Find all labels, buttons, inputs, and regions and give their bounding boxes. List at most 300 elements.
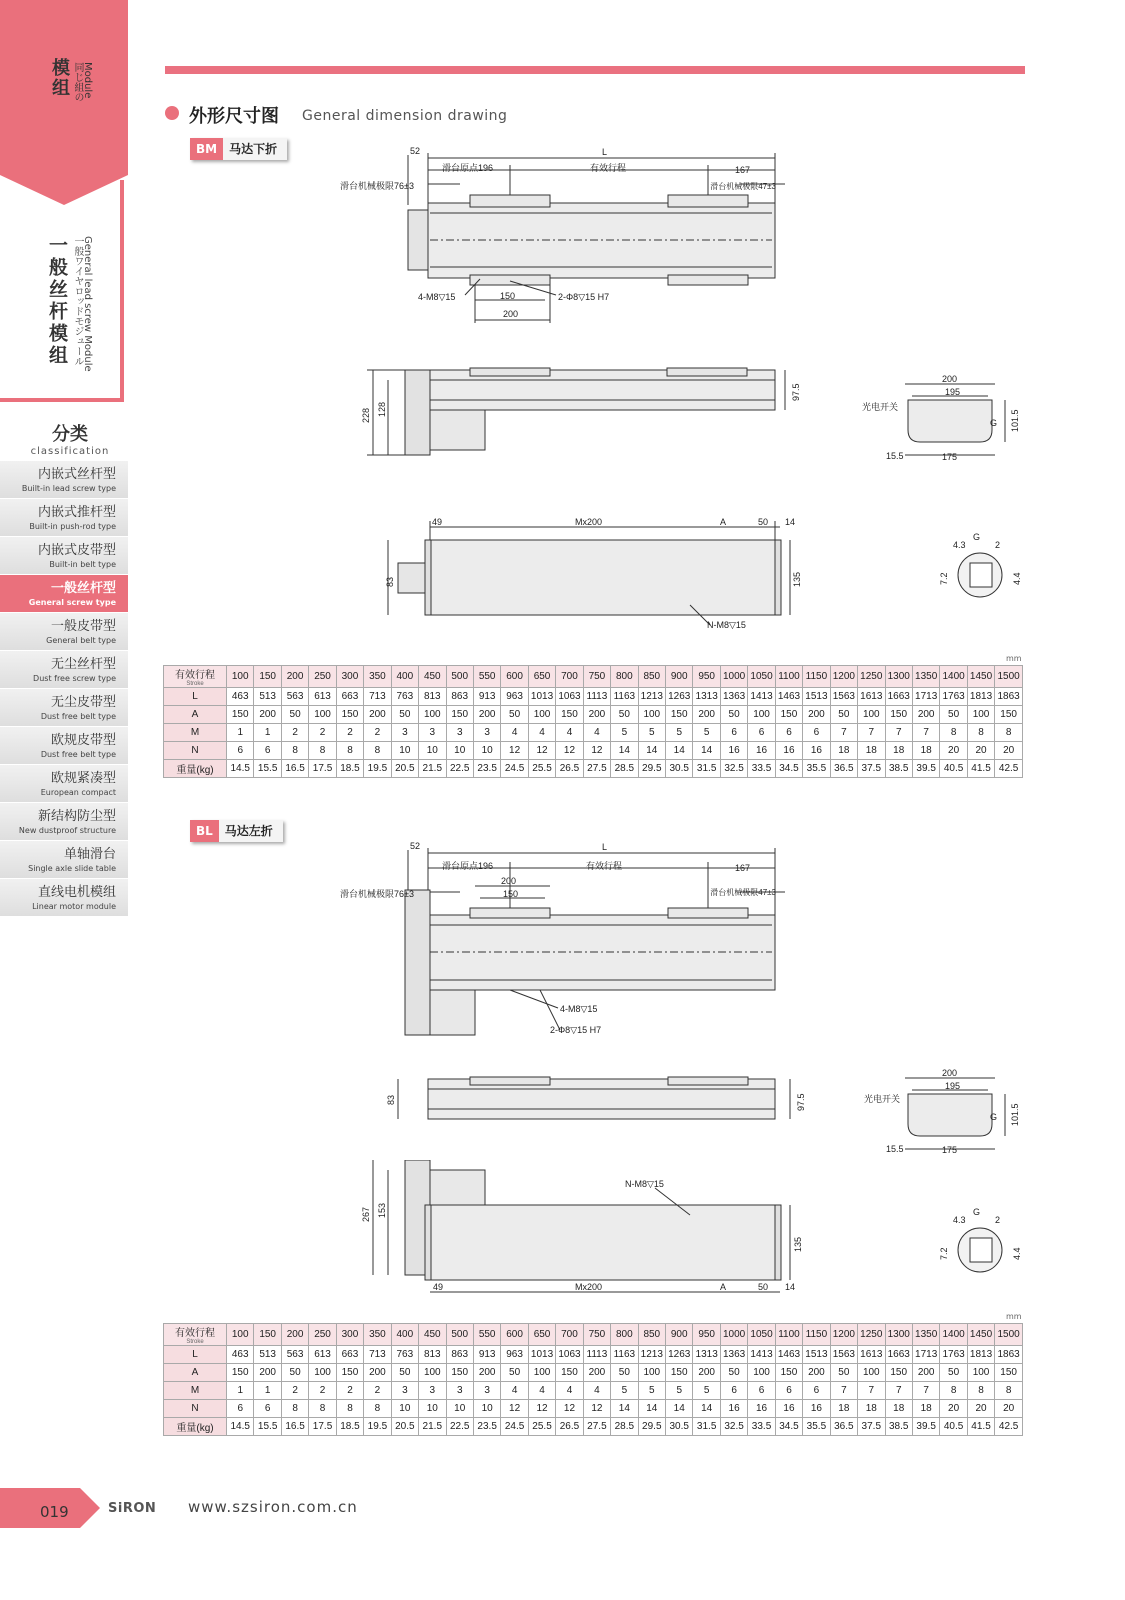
bl-side-view-drawing: [380, 1075, 820, 1125]
table-cell: 1863: [995, 688, 1023, 706]
table-cell: 4: [528, 1382, 555, 1400]
table-cell: 450: [419, 1324, 446, 1346]
dim-label: 135: [792, 571, 802, 587]
table-cell: 1063: [556, 688, 583, 706]
nav-item-new-dustproof[interactable]: 新结构防尘型 New dustproof structure: [0, 802, 128, 840]
table-cell: 1613: [858, 1346, 885, 1364]
row-header: N: [164, 742, 227, 760]
table-cell: 1763: [940, 688, 967, 706]
table-cell: 563: [281, 1346, 308, 1364]
table-cell: 400: [391, 1324, 418, 1346]
table-cell: 1400: [940, 666, 967, 688]
table-cell: 3: [473, 724, 500, 742]
dim-label: 有效行程: [586, 861, 623, 871]
table-cell: 1100: [775, 1324, 802, 1346]
variant-code: BL: [190, 820, 219, 842]
table-cell: 50: [501, 706, 528, 724]
table-cell: 18: [885, 742, 912, 760]
table-cell: 6: [803, 724, 830, 742]
table-cell: 14: [638, 742, 665, 760]
table-cell: 1463: [775, 688, 802, 706]
table-cell: 150: [995, 1364, 1023, 1382]
table-cell: 663: [336, 1346, 363, 1364]
dim-label: 97.5: [791, 383, 801, 401]
table-cell: 1863: [995, 1346, 1023, 1364]
table-cell: 16.5: [281, 1418, 308, 1436]
dim-label: 4-M8▽15: [560, 1004, 598, 1014]
table-cell: 23.5: [473, 1418, 500, 1436]
bl-top-view-drawing: [330, 840, 800, 1040]
dim-label: 153: [377, 1202, 387, 1218]
table-cell: 7: [912, 724, 939, 742]
table-cell: 19.5: [364, 1418, 391, 1436]
table-cell: 200: [281, 1324, 308, 1346]
table-cell: 4: [583, 724, 610, 742]
dim-label: 4.3: [953, 540, 966, 550]
table-cell: 26.5: [556, 760, 583, 778]
dim-label: G: [990, 418, 998, 428]
dim-label: 52: [410, 841, 421, 851]
table-cell: 1363: [720, 1346, 747, 1364]
row-header: L: [164, 1346, 227, 1364]
table-cell: 14: [666, 1400, 693, 1418]
table-cell: 14: [611, 1400, 638, 1418]
website-link[interactable]: www.szsiron.com.cn: [188, 1498, 358, 1516]
table-cell: 24.5: [501, 760, 528, 778]
nav-item-linear-motor[interactable]: 直线电机模组 Linear motor module: [0, 878, 128, 916]
table-cell: 33.5: [748, 760, 775, 778]
table-cell: 8: [940, 724, 967, 742]
table-cell: 1463: [775, 1346, 802, 1364]
table-cell: 1000: [720, 1324, 747, 1346]
table-cell: 150: [775, 706, 802, 724]
table-cell: 900: [666, 1324, 693, 1346]
table-cell: 8: [967, 724, 994, 742]
table-cell: 17.5: [309, 1418, 336, 1436]
nav-item-single-axle-slide[interactable]: 单轴滑台 Single axle slide table: [0, 840, 128, 878]
table-cell: 1213: [638, 688, 665, 706]
dim-label: 175: [942, 1145, 958, 1155]
table-cell: 20: [967, 1400, 994, 1418]
table-cell: 200: [693, 706, 720, 724]
section-title-jp: 一般ワイヤロッドモジュール: [72, 236, 83, 366]
bm-bottom-view-drawing: [380, 515, 810, 635]
table-cell: 5: [638, 1382, 665, 1400]
table-cell: 8: [364, 742, 391, 760]
table-cell: 6: [227, 742, 254, 760]
dim-label: 101.5: [1010, 1103, 1020, 1126]
table-cell: 18.5: [336, 1418, 363, 1436]
table-cell: 19.5: [364, 760, 391, 778]
table-cell: 32.5: [720, 760, 747, 778]
table-cell: 800: [611, 666, 638, 688]
table-cell: 12: [556, 742, 583, 760]
table-cell: 1350: [912, 666, 939, 688]
dim-label: 14: [785, 517, 796, 527]
table-cell: 50: [830, 1364, 857, 1382]
table-cell: 16.5: [281, 760, 308, 778]
variant-badge-bm: [190, 138, 287, 160]
table-cell: 34.5: [775, 760, 802, 778]
table-cell: 1563: [830, 688, 857, 706]
dim-label: 50: [758, 517, 769, 527]
table-cell: 600: [501, 1324, 528, 1346]
table-cell: 150: [336, 706, 363, 724]
table-cell: 950: [693, 666, 720, 688]
category-nav: [0, 460, 128, 916]
row-header: 重量(kg): [164, 760, 227, 778]
table-cell: 36.5: [830, 760, 857, 778]
table-cell: 16: [775, 742, 802, 760]
table-cell: 4: [528, 724, 555, 742]
row-header: M: [164, 1382, 227, 1400]
table-cell: 10: [419, 1400, 446, 1418]
table-cell: 1663: [885, 688, 912, 706]
table-cell: 7: [858, 724, 885, 742]
nav-item-builtin-push-rod[interactable]: 内嵌式推杆型 Built-in push-rod type: [0, 498, 128, 536]
dim-label: 14: [785, 1282, 796, 1292]
table-cell: 15.5: [254, 1418, 281, 1436]
table-cell: 1513: [803, 1346, 830, 1364]
table-cell: 37.5: [858, 1418, 885, 1436]
table-cell: 1413: [748, 1346, 775, 1364]
variant-name: 马达下折: [229, 142, 278, 156]
table-cell: 10: [391, 742, 418, 760]
section-title-cn: 一般丝杆模组: [46, 235, 68, 367]
table-cell: 3: [446, 1382, 473, 1400]
table-cell: 450: [419, 666, 446, 688]
dim-label: 150: [503, 889, 519, 899]
table-cell: 150: [254, 666, 281, 688]
table-cell: 100: [638, 1364, 665, 1382]
table-cell: 1263: [666, 1346, 693, 1364]
table-cell: 1: [227, 1382, 254, 1400]
page-title-en: General dimension drawing: [302, 108, 508, 124]
table-cell: 16: [803, 742, 830, 760]
table-cell: 39.5: [912, 760, 939, 778]
table-cell: 1313: [693, 1346, 720, 1364]
table-cell: 1000: [720, 666, 747, 688]
table-cell: 2: [281, 724, 308, 742]
table-cell: 50: [720, 1364, 747, 1382]
table-cell: 41.5: [967, 1418, 994, 1436]
table-cell: 14.5: [227, 1418, 254, 1436]
page-number: 019: [40, 1503, 69, 1521]
table-cell: 350: [364, 666, 391, 688]
dim-label: 228: [361, 407, 371, 423]
dim-label: 光电开关: [864, 1094, 901, 1104]
table-cell: 100: [528, 1364, 555, 1382]
dim-label: 83: [386, 1094, 396, 1105]
table-cell: 20: [967, 742, 994, 760]
dim-label: A: [720, 517, 727, 527]
table-cell: 1150: [803, 666, 830, 688]
table-cell: 813: [419, 1346, 446, 1364]
dim-label: 200: [942, 374, 958, 384]
table-cell: 100: [967, 1364, 994, 1382]
table-cell: 150: [775, 1364, 802, 1382]
table-cell: 10: [391, 1400, 418, 1418]
table-cell: 2: [336, 1382, 363, 1400]
table-cell: 10: [419, 742, 446, 760]
table-cell: 34.5: [775, 1418, 802, 1436]
table-cell: 1500: [995, 1324, 1023, 1346]
table-cell: 29.5: [638, 1418, 665, 1436]
table-cell: 14: [666, 742, 693, 760]
table-cell: 12: [501, 1400, 528, 1418]
table-cell: 50: [611, 1364, 638, 1382]
dim-label: 滑台原点196: [442, 163, 494, 173]
table-cell: 12: [528, 742, 555, 760]
table-cell: 18: [912, 1400, 939, 1418]
page-title-cn: 外形尺寸图: [189, 106, 279, 127]
table-cell: 35.5: [803, 1418, 830, 1436]
table-cell: 250: [309, 1324, 336, 1346]
table-cell: 8: [336, 1400, 363, 1418]
table-unit: mm: [1006, 654, 1022, 663]
dim-label: 滑台原点196: [442, 861, 494, 871]
table-cell: 8: [281, 1400, 308, 1418]
table-cell: 1113: [583, 1346, 610, 1364]
nav-item-european-belt[interactable]: 欧规皮带型 Dust free belt type: [0, 726, 128, 764]
dim-label: 200: [503, 309, 519, 319]
table-unit: mm: [1006, 1312, 1022, 1321]
table-cell: 21.5: [419, 1418, 446, 1436]
bm-slot-detail-drawing: [935, 530, 1025, 610]
nav-item-general-belt[interactable]: 一般皮带型 General belt type: [0, 612, 128, 650]
table-cell: 42.5: [995, 1418, 1023, 1436]
table-cell: 713: [364, 688, 391, 706]
bm-side-view-drawing: [355, 365, 815, 465]
table-cell: 33.5: [748, 1418, 775, 1436]
table-cell: 22.5: [446, 1418, 473, 1436]
table-cell: 4: [501, 724, 528, 742]
dim-label: 4.4: [1012, 1247, 1022, 1260]
table-cell: 100: [858, 1364, 885, 1382]
nav-item-dust-free-screw[interactable]: 无尘丝杆型 Dust free screw type: [0, 650, 128, 688]
table-cell: 5: [611, 1382, 638, 1400]
table-cell: 6: [775, 724, 802, 742]
table-cell: 100: [638, 706, 665, 724]
dim-label: 滑台机械极限47±3: [710, 888, 776, 897]
nav-item-builtin-belt[interactable]: 内嵌式皮带型 Built-in belt type: [0, 536, 128, 574]
table-cell: 100: [309, 1364, 336, 1382]
row-header: 重量(kg): [164, 1418, 227, 1436]
table-cell: 50: [391, 706, 418, 724]
table-cell: 950: [693, 1324, 720, 1346]
table-cell: 913: [473, 688, 500, 706]
table-cell: 200: [254, 1364, 281, 1382]
dim-label: 200: [942, 1068, 958, 1078]
table-cell: 3: [391, 1382, 418, 1400]
table-cell: 8: [309, 1400, 336, 1418]
table-cell: 20: [995, 742, 1023, 760]
table-cell: 1663: [885, 1346, 912, 1364]
table-row: [164, 742, 1023, 760]
table-cell: 50: [281, 1364, 308, 1382]
table-cell: 1263: [666, 688, 693, 706]
table-cell: 20.5: [391, 1418, 418, 1436]
table-cell: 31.5: [693, 760, 720, 778]
table-cell: 1163: [611, 688, 638, 706]
table-row: [164, 1364, 1023, 1382]
table-cell: 14: [693, 1400, 720, 1418]
table-cell: 18: [830, 742, 857, 760]
table-cell: 150: [885, 1364, 912, 1382]
dim-label: 光电开关: [862, 402, 899, 412]
table-cell: 200: [803, 706, 830, 724]
table-cell: 5: [693, 724, 720, 742]
table-cell: 300: [336, 666, 363, 688]
bm-end-view-drawing: [860, 372, 1030, 467]
table-cell: 663: [336, 688, 363, 706]
table-cell: 3: [419, 724, 446, 742]
table-cell: 5: [611, 724, 638, 742]
table-cell: 100: [227, 666, 254, 688]
table-cell: 150: [556, 706, 583, 724]
table-cell: 400: [391, 666, 418, 688]
table-cell: 1200: [830, 1324, 857, 1346]
dim-label: 195: [945, 387, 961, 397]
dim-label: 7.2: [939, 572, 949, 585]
table-cell: 2: [309, 1382, 336, 1400]
table-cell: 50: [391, 1364, 418, 1382]
spec-table-bm: [163, 665, 1023, 778]
table-cell: 26.5: [556, 1418, 583, 1436]
table-cell: 600: [501, 666, 528, 688]
table-cell: 14.5: [227, 760, 254, 778]
table-row: [164, 1346, 1023, 1364]
table-cell: 14: [693, 742, 720, 760]
table-cell: 1763: [940, 1346, 967, 1364]
table-cell: 41.5: [967, 760, 994, 778]
table-cell: 17.5: [309, 760, 336, 778]
table-cell: 10: [473, 742, 500, 760]
dim-label: 2-Φ8▽15 H7: [550, 1025, 602, 1035]
table-cell: 150: [666, 1364, 693, 1382]
table-cell: 850: [638, 1324, 665, 1346]
table-cell: 1213: [638, 1346, 665, 1364]
table-cell: 1450: [967, 666, 994, 688]
table-cell: 100: [748, 706, 775, 724]
table-cell: 1: [254, 724, 281, 742]
table-cell: 963: [501, 688, 528, 706]
dim-label: 49: [432, 517, 443, 527]
table-cell: 1: [227, 724, 254, 742]
table-cell: 150: [227, 706, 254, 724]
table-cell: 1: [254, 1382, 281, 1400]
table-cell: 6: [227, 1400, 254, 1418]
table-cell: 100: [967, 706, 994, 724]
table-cell: 150: [666, 706, 693, 724]
row-header: A: [164, 1364, 227, 1382]
table-cell: 16: [720, 742, 747, 760]
table-cell: 150: [446, 706, 473, 724]
table-cell: 12: [501, 742, 528, 760]
bl-slot-detail-drawing: [935, 1205, 1025, 1285]
dim-label: 175: [942, 452, 958, 462]
table-cell: 200: [254, 706, 281, 724]
table-cell: 24.5: [501, 1418, 528, 1436]
table-cell: 1713: [912, 688, 939, 706]
table-cell: 38.5: [885, 760, 912, 778]
table-cell: 12: [528, 1400, 555, 1418]
table-cell: 800: [611, 1324, 638, 1346]
table-cell: 2: [309, 724, 336, 742]
table-cell: 863: [446, 688, 473, 706]
row-header: 有效行程 Stroke: [164, 666, 227, 688]
nav-item-european-compact[interactable]: 欧规紧凑型 European compact: [0, 764, 128, 802]
table-cell: 850: [638, 666, 665, 688]
table-cell: 150: [446, 1364, 473, 1382]
table-cell: 1013: [528, 1346, 555, 1364]
table-cell: 18: [858, 1400, 885, 1418]
table-cell: 200: [693, 1364, 720, 1382]
table-cell: 200: [912, 1364, 939, 1382]
dim-label: 有效行程: [590, 163, 627, 173]
table-cell: 100: [419, 1364, 446, 1382]
table-cell: 750: [583, 666, 610, 688]
classification-title-en: classification: [30, 446, 110, 457]
nav-item-dust-free-belt[interactable]: 无尘皮带型 Dust free belt type: [0, 688, 128, 726]
row-header: L: [164, 688, 227, 706]
table-cell: 7: [858, 1382, 885, 1400]
table-cell: 2: [364, 724, 391, 742]
row-header: A: [164, 706, 227, 724]
table-row: [164, 1418, 1023, 1436]
table-cell: 2: [336, 724, 363, 742]
table-cell: 18: [912, 742, 939, 760]
table-cell: 6: [254, 1400, 281, 1418]
table-cell: 1713: [912, 1346, 939, 1364]
table-cell: 1050: [748, 666, 775, 688]
table-cell: 8: [336, 742, 363, 760]
dim-label: N-M8▽15: [625, 1179, 664, 1189]
table-cell: 25.5: [528, 1418, 555, 1436]
table-cell: 7: [830, 724, 857, 742]
table-cell: 150: [885, 706, 912, 724]
table-cell: 3: [446, 724, 473, 742]
table-cell: 100: [227, 1324, 254, 1346]
nav-item-general-screw[interactable]: 一般丝杆型 General screw type: [0, 574, 128, 612]
row-header: N: [164, 1400, 227, 1418]
table-cell: 150: [336, 1364, 363, 1382]
table-cell: 100: [309, 706, 336, 724]
dim-label: 15.5: [886, 1144, 904, 1154]
dim-label: L: [602, 147, 608, 157]
table-cell: 1100: [775, 666, 802, 688]
nav-item-builtin-lead-screw[interactable]: 内嵌式丝杆型 Built-in lead screw type: [0, 460, 128, 498]
table-cell: 100: [748, 1364, 775, 1382]
table-cell: 1063: [556, 1346, 583, 1364]
table-cell: 36.5: [830, 1418, 857, 1436]
dim-label: 135: [793, 1236, 803, 1252]
table-cell: 18: [858, 742, 885, 760]
table-cell: 963: [501, 1346, 528, 1364]
table-cell: 2: [364, 1382, 391, 1400]
table-row: [164, 1400, 1023, 1418]
variant-code: BM: [190, 138, 223, 160]
dim-label: 4.4: [1012, 572, 1022, 585]
dim-label: Mx200: [575, 517, 603, 527]
table-cell: 150: [556, 1364, 583, 1382]
table-cell: 6: [254, 742, 281, 760]
table-cell: 1813: [967, 688, 994, 706]
table-cell: 913: [473, 1346, 500, 1364]
table-cell: 463: [227, 1346, 254, 1364]
bullet-icon: [165, 106, 179, 120]
table-cell: 20: [940, 1400, 967, 1418]
